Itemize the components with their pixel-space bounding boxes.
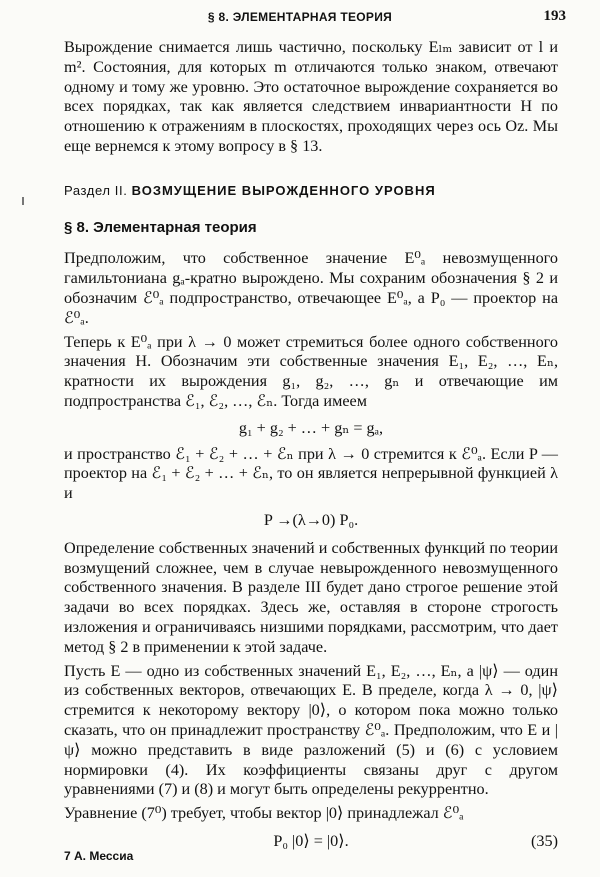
paragraph-2: Предположим, что собственное значение E⁰ₐ невозмущенного гамильтониана gₐ-кратно вырождено. Мы сохраним обозначения § 2 и обозначим ℰ⁰ₐ подпространство, отвечающее E⁰ₐ, а P₀ — проектор на ℰ⁰ₐ. <box>64 249 558 327</box>
equation-35-body: P₀ |0⟩ = |0⟩. <box>273 831 349 850</box>
margin-mark <box>22 197 24 205</box>
paragraph-6: Пусть E — одно из собственных значений E₁, E₂, …, Eₙ, а |ψ⟩ — один из собственных векторов, отвечающих E. В пределе, когда λ → 0, |ψ⟩ стремится к некоторому вектору |0⟩, о котором пока можно только сказать, что он принадлежит пространству ℰ⁰ₐ. Предположим, что E и |ψ⟩ можно представить в виде разложений (5) и (6) с условием нормировки (4). Их коэффициенты связаны друг с другом уравнениями (7) и (8) и могут быть определены рекуррентно. <box>64 661 558 799</box>
part-label: Раздел II. <box>64 182 128 198</box>
page-number: 193 <box>543 8 566 24</box>
equation-35 <box>64 832 558 852</box>
paragraph-1: Вырождение снимается лишь частично, поскольку Eₗₘ зависит от l и m². Состояния, для которых m отличаются только знаком, отвечают одному и тому же уровню. Это остаточное вырождение сохраняется во всех порядках, так как является следствием инвариантности H по отношению к отражениям в плоскостях, проходящих через ось Oz. Мы еще вернемся к этому вопросу в § 13. <box>64 38 558 155</box>
equation-35-number: (35) <box>531 831 558 850</box>
part-heading <box>64 181 558 201</box>
section-title: § 8. Элементарная теория <box>64 218 257 236</box>
page-body <box>64 38 558 860</box>
header-title: § 8. ЭЛЕМЕНТАРНАЯ ТЕОРИЯ <box>207 10 393 24</box>
equation-projector-limit: P →(λ→0) P₀. <box>263 510 359 529</box>
paragraph-4: и пространство ℰ₁ + ℰ₂ + … + ℰₙ при λ → 0 стремится к ℰ⁰ₐ. Если P — проектор на ℰ₁ + ℰ₂ + … + ℰₙ, то он является непрерывной функцией λ и <box>64 444 558 503</box>
part-title: ВОЗМУЩЕНИЕ ВЫРОЖДЕННОГО УРОВНЯ <box>131 182 436 198</box>
equation-sum-degeneracy: g₁ + g₂ + … + gₙ = gₐ, <box>238 418 384 437</box>
paragraph-3: Теперь к E⁰ₐ при λ → 0 может стремиться более одного собственного значения H. Обозначим эти собственные значения E₁, E₂, …, Eₙ, кратности их вырождения g₁, g₂, …, gₙ и отвечающие им подпространства ℰ₁, ℰ₂, …, ℰₙ. Тогда имеем <box>64 332 558 410</box>
paragraph-5: Определение собственных значений и собственных функций по теории возмущений сложнее, чем в случае невырожденного невозмущенного собственного значения. В разделе III будет дано строгое решение этой задачи во всех порядках. Здесь же, оставляя в стороне строгость изложения и ограничиваясь низшими порядками, рассмотрим, что дает метод § 2 в применении к этой задаче. <box>64 538 558 656</box>
footer-signature: 7 А. Мессиа <box>64 849 134 863</box>
paragraph-7: Уравнение (7⁰) требует, чтобы вектор |0⟩ принадлежал ℰ⁰ₐ <box>64 804 464 823</box>
running-header <box>0 8 600 28</box>
